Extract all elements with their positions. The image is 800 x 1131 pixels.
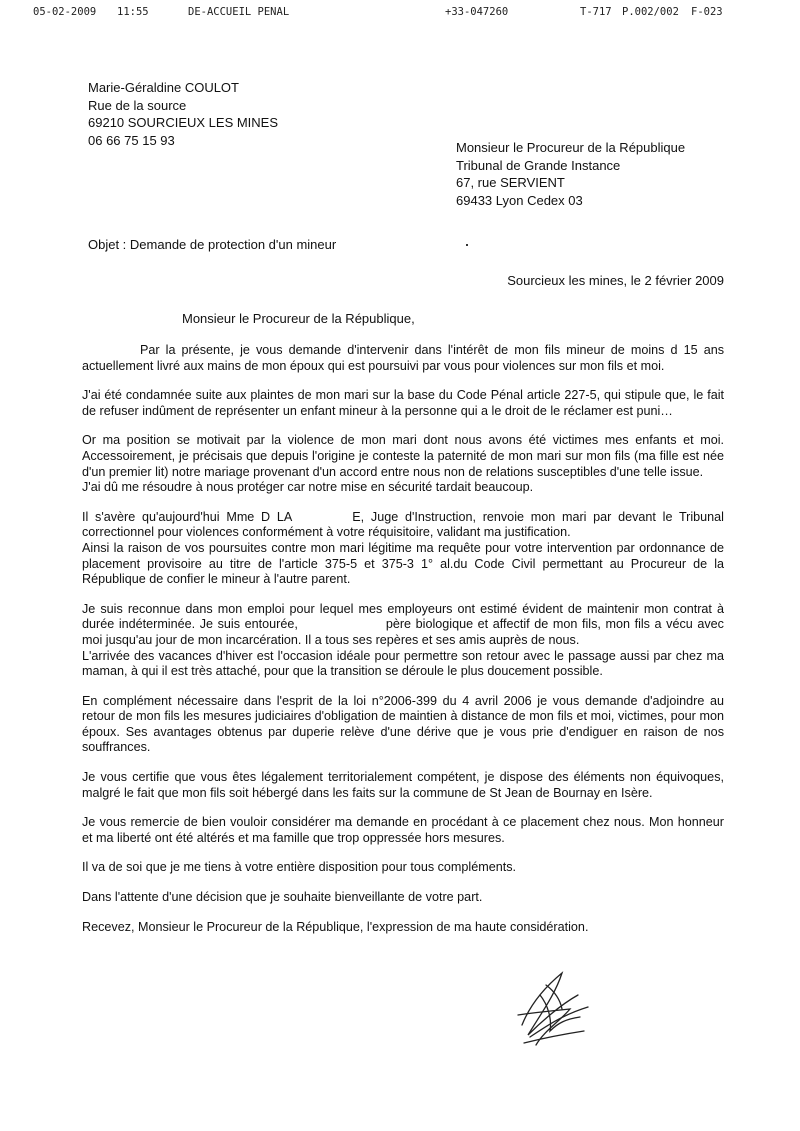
fax-code: F-023	[691, 6, 723, 18]
paragraph: J'ai été condamnée suite aux plaintes de mon mari sur la base du Code Pénal article 227-5, qui stipule que, le fait de refuser indûment de représenter un enfant mineur à la personne qui a le droit de le réclamer est puni…	[82, 388, 724, 418]
paragraph	[82, 602, 724, 649]
paragraph	[82, 510, 724, 541]
paragraph: En complément nécessaire dans l'esprit de la loi n°2006-399 du 4 avril 2006 je vous demande d'adjoindre au retour de mon fils les mesures judiciaires d'obligation de maintien à distance de mon fils et moi, victimes, pour mon époux. Ses avantages obtenus par duperie relève d'une dérive que je vous prie d'endiguer en raison de nos souffrances.	[82, 693, 724, 755]
letter-body	[82, 343, 724, 949]
sender-city: 69210 SOURCIEUX LES MINES	[88, 115, 279, 130]
paragraph: Dans l'attente d'une décision que je souhaite bienveillante de votre part.	[82, 890, 483, 905]
date-line: Sourcieux les mines, le 2 février 2009	[507, 273, 724, 288]
text-run: Il s'avère qu'aujourd'hui Mme D	[82, 509, 271, 524]
paragraph: Recevez, Monsieur le Procureur de la République, l'expression de ma haute considération.	[82, 919, 589, 934]
sender-street: Rue de la source	[88, 97, 187, 113]
fax-time: 11:55	[117, 6, 149, 18]
paragraph: Ainsi la raison de vos poursuites contre mon mari légitime ma requête pour votre intervention par ordonnance de placement provisoire au titre de l'article 375-5 et 375-3 1° al.du Code Civil permettant au Procureur de la République de confier le mineur à l'autre parent.	[82, 540, 724, 587]
recipient-court: Tribunal de Grande Instance	[456, 157, 621, 173]
recipient-title: Monsieur le Procureur de la République	[456, 140, 686, 155]
fax-date: 05-02-2009	[33, 6, 97, 18]
sender-name: Marie-Géraldine COULOT	[88, 80, 239, 95]
text-run: Je suis reconnue dans mon emploi pour lequel mes employeurs ont estimé évident de maintenir mon contrat à durée indéterminée. Je suis entourée,	[82, 601, 724, 632]
text-run: LA	[276, 509, 293, 524]
text-run: E, Juge d'Instruction, renvoie mon mari par devant le Tribunal correctionnel pour violences conformément à votre réquisitoire, validant ma justification.	[82, 509, 724, 540]
salutation: Monsieur le Procureur de la République,	[182, 311, 415, 326]
paragraph: Or ma position se motivait par la violence de mon mari dont nous avons été victimes mes enfants et moi. Accessoirement, je précisais que depuis l'origine je conteste la paternité de mon mari sur mon fils (ma fille est née d'un premier lit) notre mariage provenant d'un accord entre nous non de relations susceptibles d'une telle issue.	[82, 433, 724, 479]
recipient-street: 67, rue SERVIENT	[456, 175, 565, 190]
paragraph: Il va de soi que je me tiens à votre entière disposition pour tous compléments.	[82, 860, 517, 875]
handwritten-signature	[500, 965, 600, 1055]
paragraph: L'arrivée des vacances d'hiver est l'occasion idéale pour permettre son retour avec le passage aussi par chez ma maman, à qui il est très attaché, pour que la transition se déroule le plus doucement possible.	[82, 648, 724, 679]
paragraph: Je vous certifie que vous êtes légalement territorialement compétent, je dispose des éléments non équivoques, malgré le fait que mon fils soit hébergé dans les faits sur la commune de St Jean de Bournay en Isère.	[82, 770, 724, 800]
text-run: père biologique et affectif de mon fils, mon fils a vécu avec moi jusqu'au jour de mon incarcération. Il a tous ses repères et ses amis auprès de nous.	[82, 617, 724, 647]
paragraph: Je vous remercie de bien vouloir considérer ma demande en procédant à ce placement chez nous. Mon honneur et ma liberté ont été altérés et ma famille que trop oppressée hors mesures.	[82, 815, 724, 845]
fax-transmission: T-717	[580, 6, 612, 18]
recipient-address-block	[456, 139, 685, 209]
fax-phone: +33-047260	[445, 6, 509, 18]
subject-line: Objet : Demande de protection d'un mineur	[88, 237, 337, 252]
sender-address-block	[88, 79, 278, 149]
fax-pages: P.002/002	[622, 6, 679, 18]
stray-mark	[466, 244, 468, 246]
fax-header	[0, 6, 800, 22]
paragraph: J'ai dû me résoudre à nous protéger car notre mise en sécurité tardait beaucoup.	[82, 480, 534, 495]
recipient-city: 69433 Lyon Cedex 03	[456, 192, 583, 208]
paragraph: Par la présente, je vous demande d'intervenir dans l'intérêt de mon fils mineur de moins d 15 ans actuellement livré aux mains de mon époux qui est poursuivi par vous pour violences sur mon fils et moi.	[82, 343, 724, 373]
sender-phone: 06 66 75 15 93	[88, 132, 175, 148]
fax-sender: DE-ACCUEIL PENAL	[188, 6, 290, 18]
